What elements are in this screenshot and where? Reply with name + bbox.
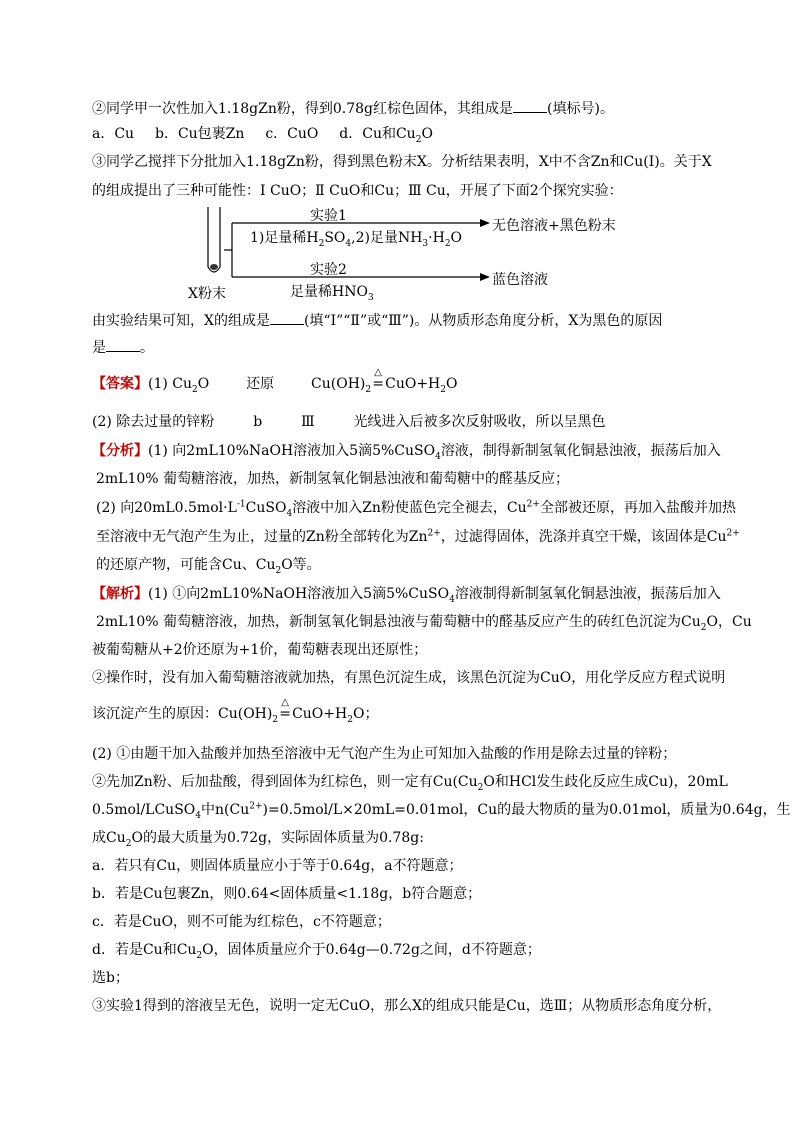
- exp2-result: 蓝色溶液: [492, 272, 548, 288]
- explain-line-3: 被葡萄糖从+2价还原为+1价，葡萄糖表现出还原性；: [92, 642, 428, 658]
- question-2-options: [92, 124, 433, 144]
- option-b: b．Cu包裹Zn: [154, 126, 245, 142]
- question-2-line-1: [92, 98, 614, 119]
- explain-tag: 【解析】: [92, 586, 148, 602]
- analysis-line-4: 至溶液中无气泡产生为止，过量的Zn粉全部转化为$Zn^{2+}$，过滤得固体，洗涤并真空干燥，该固体是$Cu^{2+}$: [96, 528, 740, 545]
- explain-line-12: c．若是CuO，则不可能为红棕色，c不符题意；: [92, 914, 391, 930]
- question-text: 的组成提出了三种可能性：Ⅰ CuO；Ⅱ CuO和Cu；Ⅲ Cu，开展了下面2个探究实验：: [92, 183, 623, 199]
- question-3-line-1: [92, 152, 712, 172]
- explain-line-1: 【解析】(1) ①向2mL10%NaOH溶液加入5滴5%CuSO$_4$溶液制得新制氢氧化铜悬浊液，振荡后加入: [92, 586, 721, 605]
- exp2-reagent: 足量稀$HNO_3$: [290, 284, 374, 303]
- exp1-title: 实验1: [310, 208, 347, 224]
- explain-line-15: ③实验1得到的溶液呈无色，说明一定无CuO，那么X的组成只能是Cu，选Ⅲ；从物质形态角度分析，: [92, 998, 722, 1014]
- question-text: ③同学乙搅拌下分批加入1.18gZn粉，得到黑色粉末X。分析结果表明，X中不含Zn和Cu(Ⅰ)。关于X: [92, 154, 712, 170]
- answer-line-2: (2) 除去过量的锌粉 b Ⅲ 光线进入后被多次反射吸收，所以呈黑色: [92, 414, 606, 430]
- powder-icon: [210, 264, 218, 270]
- explain-line-13: d．若是Cu和$Cu_2O$，固体质量应介于0.64g—0.72g之间，d不符题意；: [92, 942, 541, 961]
- explain-line-2: 2mL10% 葡萄糖溶液，加热，新制氢氧化铜悬浊液与葡萄糖中的醛基反应产生的砖红色沉淀为$Cu_2O$，Cu: [96, 614, 752, 633]
- exp1-reagent: 1)足量稀$H_2SO_4,2$)足量$NH_3\cdot H_2O$: [250, 230, 463, 249]
- answer-1-product: (1) $Cu_2O$: [148, 376, 210, 395]
- question-text: (填标号)。: [547, 101, 614, 117]
- answer-line-1: [92, 367, 458, 395]
- question-text: ②同学甲一次性加入1.18gZn粉，得到0.78g红棕色固体，其组成是: [92, 101, 514, 117]
- exp2-title: 实验2: [310, 262, 347, 278]
- option-a: a．Cu: [92, 126, 135, 142]
- test-tube-icon: [208, 207, 220, 272]
- arrowhead-icon: [480, 273, 490, 281]
- tube-label: X粉末: [188, 286, 226, 302]
- question-3b-line-2: 是 。: [92, 337, 154, 358]
- answer-tag: 【答案】: [92, 376, 148, 392]
- explain-line-8: 0.5mol/LCuSO$_4$中$n(Cu^{2+})=0.5mol/L\times 20mL=0.01mol$，Cu的最大物质的量为0.01mol，质量为0.64g，生: [92, 801, 791, 821]
- answer-1-equation: $Cu(OH)_2=$ △ $CuO+H_2O$: [311, 367, 458, 395]
- explain-line-11: b．若是Cu包裹Zn，则0.64<固体质量<1.18g，b符合题意；: [92, 886, 482, 902]
- analysis-line-1: 【分析】(1) 向2mL10%NaOH溶液加入5滴5%CuSO$_4$溶液，制得新制氢氧化铜悬浊液，振荡后加入: [92, 443, 721, 462]
- answer-blank: [513, 98, 547, 113]
- explain-line-10: a．若只有Cu，则固体质量应小于等于0.64g，a不符题意；: [92, 858, 463, 874]
- arrowhead-icon: [480, 219, 490, 227]
- analysis-line-3: (2) 向$20mL0.5mol\cdot L^{-1}CuSO_4$溶液中加入Zn粉使蓝色完全褪去，$Cu^{2+}$全部被还原，再加入盐酸并加热: [96, 499, 736, 519]
- experiment-diagram: [180, 205, 640, 305]
- answer-1-type: 还原: [246, 376, 275, 392]
- question-3b-line-1: 由实验结果可知，X的组成是 (填“Ⅰ”“Ⅱ”或“Ⅲ”)。从物质形态角度分析，X为黑色的原因: [92, 310, 662, 331]
- answer-blank: [270, 310, 304, 325]
- explain-line-14: 选b；: [92, 970, 129, 986]
- question-3-line-2: [92, 181, 623, 201]
- explain-line-5: 该沉淀产生的原因：$Cu(OH)_2=$ △ $CuO+H_2O$；: [92, 697, 379, 725]
- explain-line-9: 成$Cu_2O$的最大质量为0.72g，实际固体质量为0.78g:: [92, 830, 424, 849]
- option-c: c．CuO: [265, 126, 319, 142]
- analysis-line-2: 2mL10% 葡萄糖溶液，加热，新制氢氧化铜悬浊液和葡萄糖中的醛基反应；: [96, 471, 570, 487]
- analysis-tag: 【分析】: [92, 443, 148, 459]
- explain-line-4: ②操作时，没有加入葡萄糖溶液就加热，有黑色沉淀生成，该黑色沉淀为CuO，用化学反应方程式说明: [92, 670, 726, 686]
- explain-line-7: ②先加Zn粉、后加盐酸，得到固体为红棕色，则一定有$Cu(Cu_2O$和HCl发生歧化反应生成Cu)，20mL: [92, 774, 728, 793]
- answer-blank: [106, 337, 140, 352]
- option-d: d．Cu和$Cu_2O$: [339, 126, 433, 145]
- analysis-line-5: 的还原产物，可能含Cu、$Cu_2O$等。: [96, 557, 321, 576]
- explain-line-6: (2) ①由题干加入盐酸并加热至溶液中无气泡产生为止可知加入盐酸的作用是除去过量的锌粉；: [92, 746, 677, 762]
- exp1-result: 无色溶液+黑色粉末: [492, 218, 616, 234]
